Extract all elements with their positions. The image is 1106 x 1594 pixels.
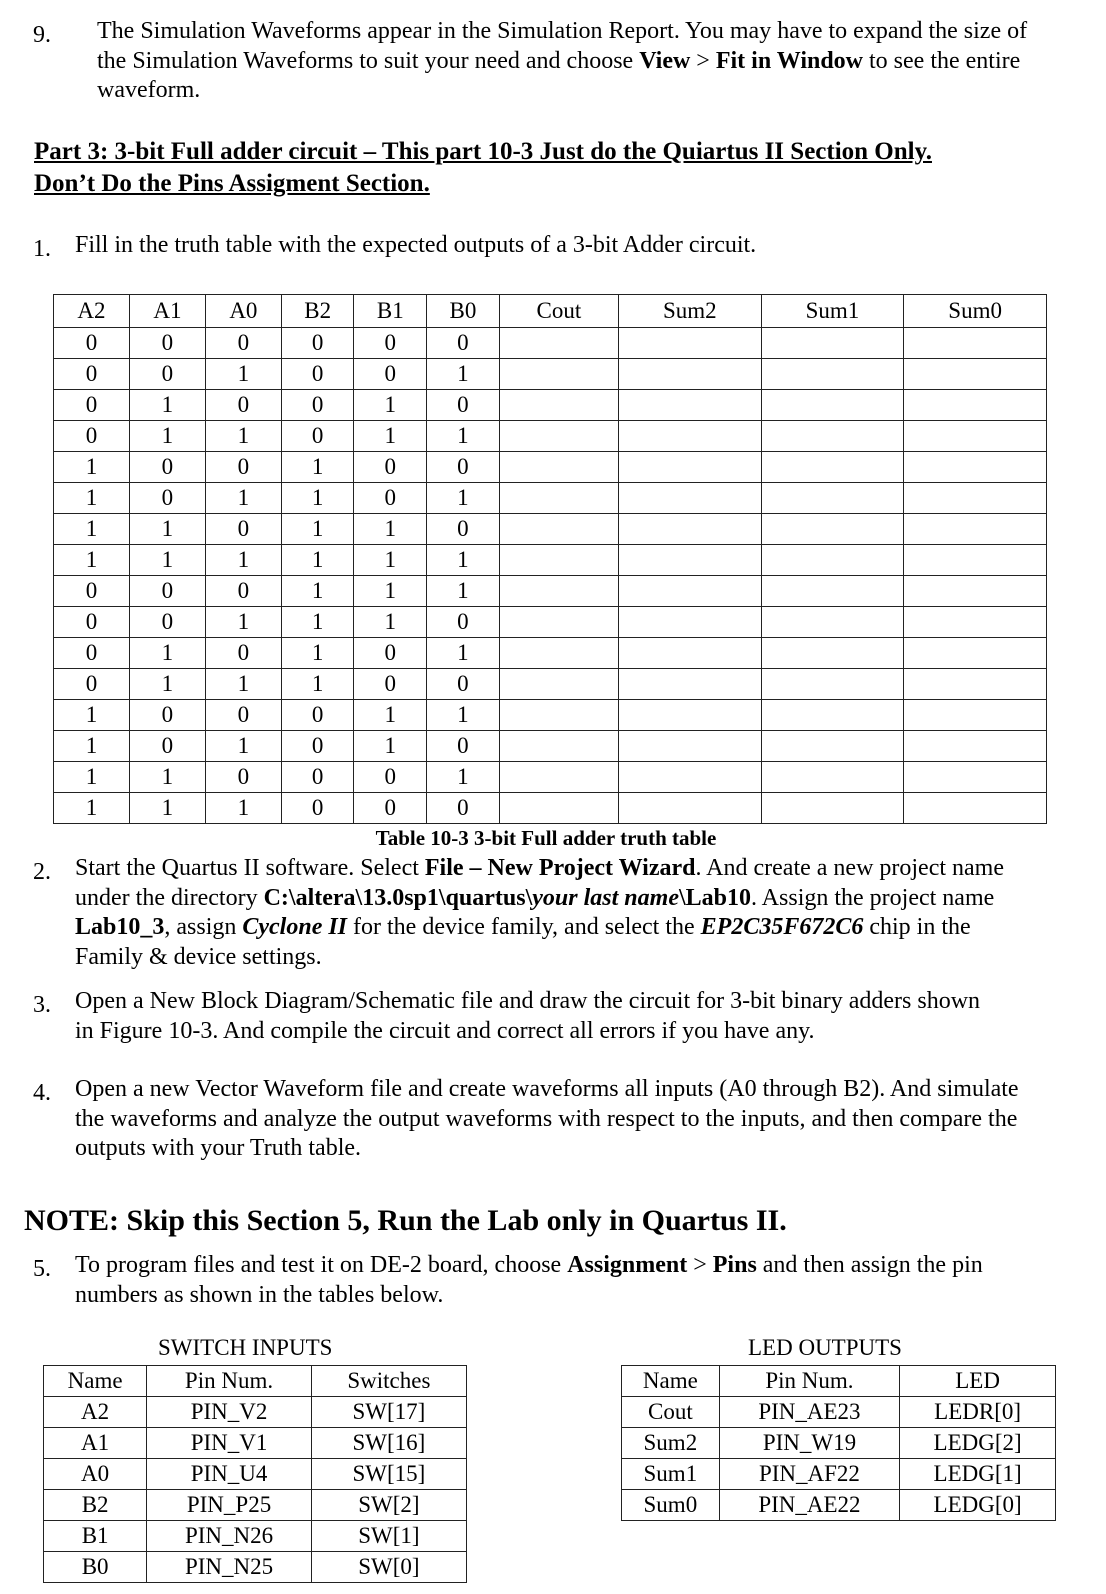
truth-table-cell: 1 xyxy=(54,793,130,824)
truth-table-header-row xyxy=(54,295,1047,328)
truth-table-cell: 0 xyxy=(427,452,500,483)
led-outputs-row xyxy=(622,1428,1056,1459)
truth-table-cell: 0 xyxy=(205,576,281,607)
truth-table-empty-output-cell xyxy=(619,576,762,607)
truth-table-empty-output-cell xyxy=(499,731,618,762)
switch-inputs-cell: PIN_N26 xyxy=(147,1521,312,1552)
switch-inputs-title: SWITCH INPUTS xyxy=(158,1335,333,1360)
truth-table-cell: 0 xyxy=(205,452,281,483)
truth-table-empty-output-cell xyxy=(499,328,618,359)
truth-table-cell: 0 xyxy=(281,359,354,390)
switch-inputs-cell: SW[17] xyxy=(311,1397,466,1428)
truth-table-empty-output-cell xyxy=(761,762,904,793)
truth-table-cell: 0 xyxy=(354,669,427,700)
truth-table-empty-output-cell xyxy=(904,452,1047,483)
switch-inputs-cell: PIN_V1 xyxy=(147,1428,312,1459)
note-heading: NOTE: Skip this Section 5, Run the Lab only in Quartus II. xyxy=(24,1204,787,1237)
truth-table-header-cout: Cout xyxy=(499,295,618,328)
truth-table-empty-output-cell xyxy=(761,483,904,514)
led-outputs-table xyxy=(621,1365,1056,1521)
led-outputs-header-row xyxy=(622,1366,1056,1397)
truth-table-empty-output-cell xyxy=(761,545,904,576)
truth-table-cell: 0 xyxy=(354,359,427,390)
truth-table-cell: 0 xyxy=(205,514,281,545)
switch-inputs-cell: B2 xyxy=(44,1490,147,1521)
truth-table-empty-output-cell xyxy=(761,607,904,638)
truth-table-cell: 0 xyxy=(354,483,427,514)
truth-table-row xyxy=(54,700,1047,731)
truth-table-empty-output-cell xyxy=(619,793,762,824)
truth-table-cell: 0 xyxy=(427,328,500,359)
led-outputs-row xyxy=(622,1459,1056,1490)
truth-table-empty-output-cell xyxy=(904,483,1047,514)
truth-table-empty-output-cell xyxy=(904,731,1047,762)
truth-table-cell: 1 xyxy=(281,452,354,483)
switch-inputs-row xyxy=(44,1459,467,1490)
truth-table-cell: 1 xyxy=(354,545,427,576)
truth-table-cell: 0 xyxy=(54,576,130,607)
menu-view: View xyxy=(639,47,691,74)
truth-table-cell: 1 xyxy=(129,514,205,545)
switch-inputs-cell: SW[16] xyxy=(311,1428,466,1459)
switch-inputs-cell: SW[15] xyxy=(311,1459,466,1490)
truth-table-cell: 0 xyxy=(54,359,130,390)
truth-table-empty-output-cell xyxy=(904,793,1047,824)
truth-table-cell: 0 xyxy=(354,328,427,359)
truth-table-cell: 1 xyxy=(281,638,354,669)
led-outputs-cell: Sum2 xyxy=(622,1428,720,1459)
led-outputs-row xyxy=(622,1397,1056,1428)
truth-table-empty-output-cell xyxy=(904,638,1047,669)
switch-inputs-cell: SW[0] xyxy=(311,1552,466,1583)
truth-table-header-b1: B1 xyxy=(354,295,427,328)
truth-table-empty-output-cell xyxy=(761,638,904,669)
truth-table-empty-output-cell xyxy=(499,452,618,483)
truth-table-row xyxy=(54,762,1047,793)
truth-table-empty-output-cell xyxy=(499,483,618,514)
truth-table-empty-output-cell xyxy=(619,545,762,576)
truth-table-cell: 1 xyxy=(427,762,500,793)
truth-table-empty-output-cell xyxy=(499,514,618,545)
truth-table-empty-output-cell xyxy=(499,390,618,421)
truth-table-empty-output-cell xyxy=(619,731,762,762)
truth-table-empty-output-cell xyxy=(904,390,1047,421)
truth-table-cell: 0 xyxy=(205,700,281,731)
switch-inputs-row xyxy=(44,1397,467,1428)
truth-table-cell: 1 xyxy=(354,700,427,731)
step-9-number: 9. xyxy=(33,22,51,48)
truth-table-row xyxy=(54,328,1047,359)
truth-table-empty-output-cell xyxy=(499,700,618,731)
truth-table-cell: 1 xyxy=(281,669,354,700)
truth-table-row xyxy=(54,545,1047,576)
switch-inputs-header-name: Name xyxy=(44,1366,147,1397)
truth-table-cell: 1 xyxy=(427,700,500,731)
led-outputs-cell: LEDG[0] xyxy=(900,1490,1056,1521)
truth-table-empty-output-cell xyxy=(499,793,618,824)
truth-table-empty-output-cell xyxy=(499,762,618,793)
truth-table-empty-output-cell xyxy=(499,359,618,390)
truth-table-cell: 1 xyxy=(281,576,354,607)
truth-table-cell: 0 xyxy=(54,328,130,359)
truth-table-cell: 1 xyxy=(129,669,205,700)
truth-table-cell: 0 xyxy=(427,390,500,421)
truth-table-cell: 1 xyxy=(354,421,427,452)
truth-table-cell: 0 xyxy=(129,700,205,731)
switch-inputs-cell: A1 xyxy=(44,1428,147,1459)
truth-table-caption: Table 10-3 3-bit Full adder truth table xyxy=(375,826,717,850)
truth-table-cell: 0 xyxy=(129,576,205,607)
truth-table-cell: 0 xyxy=(281,731,354,762)
truth-table-row xyxy=(54,793,1047,824)
truth-table-cell: 1 xyxy=(129,762,205,793)
truth-table-header-a0: A0 xyxy=(205,295,281,328)
truth-table-cell: 1 xyxy=(281,514,354,545)
truth-table-header-b2: B2 xyxy=(281,295,354,328)
led-outputs-row xyxy=(622,1490,1056,1521)
truth-table-header-sum2: Sum2 xyxy=(619,295,762,328)
truth-table-row xyxy=(54,669,1047,700)
step-4-number: 4. xyxy=(33,1080,51,1106)
truth-table-cell: 1 xyxy=(427,545,500,576)
truth-table-row xyxy=(54,731,1047,762)
truth-table-empty-output-cell xyxy=(619,669,762,700)
truth-table-row xyxy=(54,359,1047,390)
truth-table-empty-output-cell xyxy=(904,421,1047,452)
truth-table-empty-output-cell xyxy=(619,514,762,545)
truth-table-cell: 0 xyxy=(205,638,281,669)
truth-table-row xyxy=(54,452,1047,483)
truth-table-header-a1: A1 xyxy=(129,295,205,328)
led-outputs-cell: LEDR[0] xyxy=(900,1397,1056,1428)
truth-table-cell: 0 xyxy=(54,390,130,421)
switch-inputs-cell: A0 xyxy=(44,1459,147,1490)
switch-inputs-cell: A2 xyxy=(44,1397,147,1428)
truth-table-empty-output-cell xyxy=(619,421,762,452)
truth-table-cell: 0 xyxy=(54,638,130,669)
truth-table-empty-output-cell xyxy=(619,390,762,421)
truth-table-cell: 0 xyxy=(354,638,427,669)
truth-table-cell: 0 xyxy=(354,793,427,824)
truth-table-header-sum1: Sum1 xyxy=(761,295,904,328)
truth-table-header-a2: A2 xyxy=(54,295,130,328)
truth-table-cell: 1 xyxy=(205,793,281,824)
truth-table-cell: 1 xyxy=(205,359,281,390)
truth-table-row xyxy=(54,638,1047,669)
truth-table-cell: 1 xyxy=(54,452,130,483)
truth-table-cell: 1 xyxy=(129,638,205,669)
truth-table-cell: 1 xyxy=(129,793,205,824)
truth-table-cell: 0 xyxy=(54,669,130,700)
truth-table-cell: 0 xyxy=(427,607,500,638)
truth-table-cell: 0 xyxy=(129,607,205,638)
truth-table-empty-output-cell xyxy=(904,359,1047,390)
switch-inputs-cell: PIN_V2 xyxy=(147,1397,312,1428)
truth-table-empty-output-cell xyxy=(499,421,618,452)
truth-table-cell: 1 xyxy=(205,607,281,638)
switch-inputs-header-switches: Switches xyxy=(311,1366,466,1397)
truth-table-empty-output-cell xyxy=(761,421,904,452)
led-outputs-cell: PIN_AE22 xyxy=(719,1490,899,1521)
led-outputs-cell: PIN_W19 xyxy=(719,1428,899,1459)
truth-table-cell: 0 xyxy=(205,390,281,421)
truth-table-row xyxy=(54,421,1047,452)
truth-table-cell: 1 xyxy=(281,483,354,514)
truth-table-cell: 1 xyxy=(354,731,427,762)
truth-table-empty-output-cell xyxy=(761,731,904,762)
led-outputs-header-name: Name xyxy=(622,1366,720,1397)
truth-table-cell: 0 xyxy=(427,793,500,824)
truth-table-empty-output-cell xyxy=(761,669,904,700)
truth-table-cell: 1 xyxy=(427,421,500,452)
step-3-text: Open a New Block Diagram/Schematic file and draw the circuit for 3-bit binary adders shown in Figure 10-3. And compile the circuit and correct all errors if you have any. xyxy=(75,988,981,1044)
truth-table-cell: 1 xyxy=(281,607,354,638)
truth-table-empty-output-cell xyxy=(761,700,904,731)
switch-inputs-cell: PIN_P25 xyxy=(147,1490,312,1521)
switch-inputs-row xyxy=(44,1490,467,1521)
truth-table-empty-output-cell xyxy=(619,638,762,669)
truth-table-cell: 1 xyxy=(427,359,500,390)
led-outputs-header-led: LED xyxy=(900,1366,1056,1397)
step-5-number: 5. xyxy=(33,1256,51,1282)
truth-table-cell: 1 xyxy=(427,638,500,669)
led-outputs-cell: Sum0 xyxy=(622,1490,720,1521)
truth-table-cell: 1 xyxy=(54,762,130,793)
truth-table-empty-output-cell xyxy=(904,576,1047,607)
truth-table-cell: 1 xyxy=(354,514,427,545)
truth-table-cell: 0 xyxy=(354,762,427,793)
truth-table-cell: 0 xyxy=(427,514,500,545)
truth-table-cell: 1 xyxy=(205,669,281,700)
truth-table-empty-output-cell xyxy=(619,452,762,483)
menu-fit-in-window: Fit in Window xyxy=(715,47,864,74)
truth-table-cell: 0 xyxy=(129,731,205,762)
truth-table-empty-output-cell xyxy=(761,390,904,421)
switch-inputs-cell: PIN_N25 xyxy=(147,1552,312,1583)
truth-table-cell: 1 xyxy=(54,700,130,731)
truth-table-row xyxy=(54,514,1047,545)
truth-table-cell: 0 xyxy=(281,700,354,731)
truth-table-empty-output-cell xyxy=(761,793,904,824)
truth-table-cell: 0 xyxy=(54,607,130,638)
led-outputs-cell: Sum1 xyxy=(622,1459,720,1490)
truth-table-header-sum0: Sum0 xyxy=(904,295,1047,328)
led-outputs-cell: PIN_AE23 xyxy=(719,1397,899,1428)
switch-inputs-header-pin-num: Pin Num. xyxy=(147,1366,312,1397)
truth-table-cell: 1 xyxy=(354,607,427,638)
truth-table-cell: 0 xyxy=(427,669,500,700)
truth-table-empty-output-cell xyxy=(761,359,904,390)
truth-table-empty-output-cell xyxy=(761,452,904,483)
truth-table-cell: 0 xyxy=(205,328,281,359)
truth-table-empty-output-cell xyxy=(619,328,762,359)
truth-table-cell: 0 xyxy=(281,328,354,359)
truth-table-cell: 1 xyxy=(205,421,281,452)
truth-table-empty-output-cell xyxy=(904,700,1047,731)
truth-table-empty-output-cell xyxy=(619,359,762,390)
led-outputs-title: LED OUTPUTS xyxy=(748,1335,902,1360)
truth-table-cell: 1 xyxy=(281,545,354,576)
truth-table-empty-output-cell xyxy=(761,576,904,607)
step-3-number: 3. xyxy=(33,992,51,1018)
truth-table-cell: 0 xyxy=(281,421,354,452)
truth-table-row xyxy=(54,483,1047,514)
truth-table-cell: 0 xyxy=(54,421,130,452)
truth-table-empty-output-cell xyxy=(904,328,1047,359)
step-1-number: 1. xyxy=(33,236,51,262)
truth-table-empty-output-cell xyxy=(761,514,904,545)
led-outputs-header-pin-num: Pin Num. xyxy=(719,1366,899,1397)
truth-table-cell: 0 xyxy=(205,762,281,793)
switch-inputs-row xyxy=(44,1521,467,1552)
truth-table-row xyxy=(54,607,1047,638)
truth-table-row xyxy=(54,390,1047,421)
truth-table-cell: 0 xyxy=(281,762,354,793)
step-2-number: 2. xyxy=(33,859,51,885)
led-outputs-cell: PIN_AF22 xyxy=(719,1459,899,1490)
step-4-text: Open a new Vector Waveform file and create waveforms all inputs (A0 through B2). And simulate the waveforms and analyze the output waveforms with respect to the inputs, and then compare the outputs with your Truth table. xyxy=(75,1076,1019,1161)
truth-table-empty-output-cell xyxy=(619,762,762,793)
truth-table-empty-output-cell xyxy=(619,607,762,638)
truth-table-empty-output-cell xyxy=(619,700,762,731)
switch-inputs-cell: SW[2] xyxy=(311,1490,466,1521)
truth-table-empty-output-cell xyxy=(499,576,618,607)
step-9-text: The Simulation Waveforms appear in the Simulation Report. You may have to expand the size of the Simulation Waveforms to suit your need and choose View > Fit in Window to see the entire waveform. xyxy=(97,18,1028,103)
truth-table-cell: 1 xyxy=(427,483,500,514)
switch-inputs-table xyxy=(43,1365,467,1583)
step-2-text: Start the Quartus II software. Select File – New Project Wizard. And create a new project name under the directory C:\altera\13.0sp1\quartus\your last name\Lab10. Assign the project name Lab10_3, assign Cyclone II for the device family, and select the EP2C35F672C6 chip in the Family & device settings. xyxy=(75,855,1005,970)
switch-inputs-cell: B1 xyxy=(44,1521,147,1552)
truth-table-empty-output-cell xyxy=(499,607,618,638)
truth-table-cell: 1 xyxy=(205,545,281,576)
truth-table-empty-output-cell xyxy=(904,514,1047,545)
truth-table-cell: 1 xyxy=(427,576,500,607)
step-5-text: To program files and test it on DE-2 board, choose Assignment > Pins and then assign the pin numbers as shown in the tables below. xyxy=(75,1252,983,1308)
led-outputs-cell: LEDG[1] xyxy=(900,1459,1056,1490)
truth-table-cell: 1 xyxy=(54,514,130,545)
truth-table-cell: 0 xyxy=(281,390,354,421)
switch-inputs-cell: PIN_U4 xyxy=(147,1459,312,1490)
truth-table-cell: 0 xyxy=(427,731,500,762)
truth-table-cell: 1 xyxy=(129,545,205,576)
truth-table-cell: 1 xyxy=(354,390,427,421)
switch-inputs-cell: B0 xyxy=(44,1552,147,1583)
truth-table-cell: 1 xyxy=(205,483,281,514)
switch-inputs-header-row xyxy=(44,1366,467,1397)
switch-inputs-row xyxy=(44,1552,467,1583)
truth-table-empty-output-cell xyxy=(904,762,1047,793)
truth-table-cell: 0 xyxy=(354,452,427,483)
truth-table-cell: 1 xyxy=(129,421,205,452)
truth-table-row xyxy=(54,576,1047,607)
truth-table-cell: 1 xyxy=(354,576,427,607)
truth-table-cell: 1 xyxy=(205,731,281,762)
truth-table-empty-output-cell xyxy=(761,328,904,359)
truth-table-empty-output-cell xyxy=(499,545,618,576)
truth-table-cell: 1 xyxy=(129,390,205,421)
truth-table-cell: 1 xyxy=(54,483,130,514)
truth-table-empty-output-cell xyxy=(904,545,1047,576)
truth-table-cell: 1 xyxy=(54,731,130,762)
truth-table-empty-output-cell xyxy=(499,638,618,669)
truth-table-cell: 1 xyxy=(54,545,130,576)
led-outputs-cell: LEDG[2] xyxy=(900,1428,1056,1459)
truth-table-cell: 0 xyxy=(129,359,205,390)
truth-table-empty-output-cell xyxy=(904,607,1047,638)
truth-table-header-b0: B0 xyxy=(427,295,500,328)
truth-table-cell: 0 xyxy=(129,328,205,359)
switch-inputs-row xyxy=(44,1428,467,1459)
truth-table-cell: 0 xyxy=(129,452,205,483)
truth-table-cell: 0 xyxy=(281,793,354,824)
truth-table-empty-output-cell xyxy=(619,483,762,514)
truth-table-empty-output-cell xyxy=(904,669,1047,700)
step-1-text: Fill in the truth table with the expected outputs of a 3-bit Adder circuit. xyxy=(75,232,757,258)
led-outputs-cell: Cout xyxy=(622,1397,720,1428)
switch-inputs-cell: SW[1] xyxy=(311,1521,466,1552)
part-3-heading: Part 3: 3-bit Full adder circuit – This part 10-3 Just do the Quiartus II Section Only. Don’t Do the Pins Assigment Section. xyxy=(34,138,932,197)
truth-table xyxy=(53,294,1047,824)
truth-table-empty-output-cell xyxy=(499,669,618,700)
truth-table-cell: 0 xyxy=(129,483,205,514)
